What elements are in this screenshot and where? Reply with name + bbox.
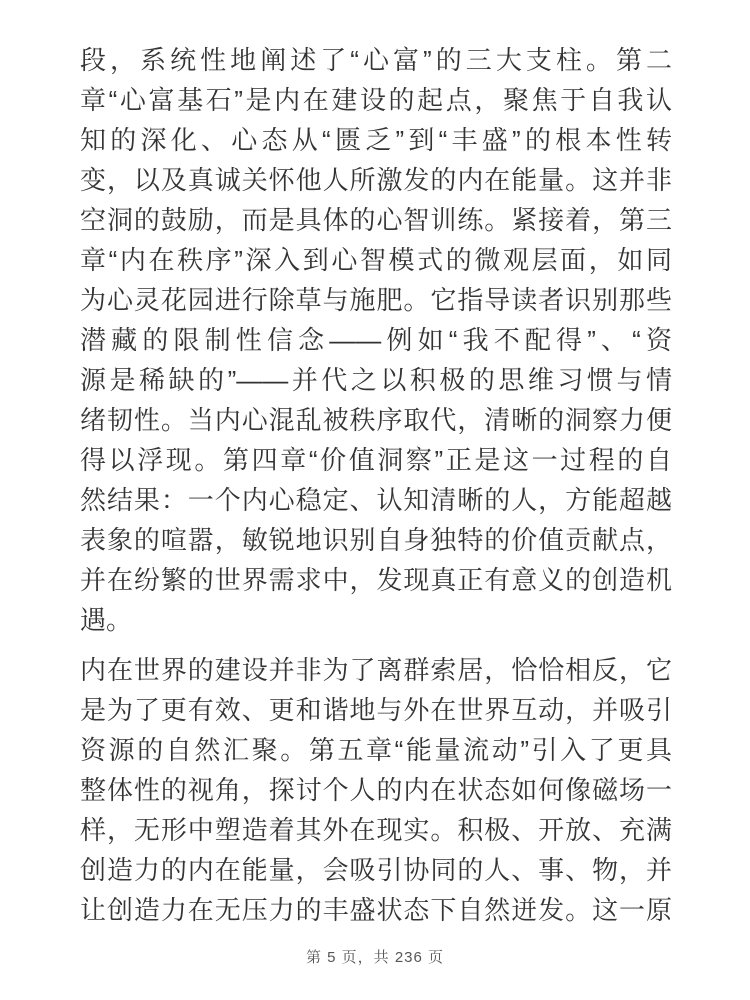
page-footer: 第 5 页，共 236 页 — [305, 949, 445, 966]
text-content — [80, 40, 672, 940]
text-line: 为心灵花园进行除草与施肥。它指导读者识别那些 — [80, 285, 672, 315]
text-line: 表象的喧嚣，敏锐地识别自身独特的价值贡献点， — [80, 525, 672, 555]
text-line: 得以浮现。第四章“价值洞察”正是这一过程的自 — [80, 445, 672, 475]
text-line: 整体性的视角，探讨个人的内在状态如何像磁场一 — [80, 775, 672, 805]
text-line: 空洞的鼓励，而是具体的心智训练。紧接着，第三 — [80, 205, 672, 235]
text-line: 并在纷繁的世界需求中，发现真正有意义的创造机 — [80, 565, 672, 595]
text-line: 内在世界的建设并非为了离群索居，恰恰相反，它 — [80, 655, 672, 685]
text-line: 样，无形中塑造着其外在现实。积极、开放、充满 — [80, 815, 672, 845]
text-line: 源是稀缺的”——并代之以积极的思维习惯与情 — [80, 365, 672, 395]
text-line: 变，以及真诚关怀他人所激发的内在能量。这并非 — [80, 165, 672, 195]
text-line: 章“内在秩序”深入到心智模式的微观层面，如同 — [80, 245, 672, 275]
paragraph — [80, 40, 672, 640]
text-line: 潜藏的限制性信念——例如“我不配得”、“资 — [80, 325, 672, 355]
text-line: 绪韧性。当内心混乱被秩序取代，清晰的洞察力便 — [80, 405, 672, 435]
text-line: 然结果：一个内心稳定、认知清晰的人，方能超越 — [80, 485, 672, 515]
text-line: 知的深化、心态从“匮乏”到“丰盛”的根本性转 — [80, 125, 672, 155]
text-line: 创造力的内在能量，会吸引协同的人、事、物，并 — [80, 855, 672, 885]
text-line: 让创造力在无压力的丰盛状态下自然迸发。这一原 — [80, 895, 672, 925]
text-line: 章“心富基石”是内在建设的起点，聚焦于自我认 — [80, 85, 672, 115]
text-line: 是为了更有效、更和谐地与外在世界互动，并吸引 — [80, 695, 672, 725]
text-line: 段，系统性地阐述了“心富”的三大支柱。第二 — [80, 45, 672, 75]
text-line: 资源的自然汇聚。第五章“能量流动”引入了更具 — [80, 735, 672, 765]
paragraph — [80, 650, 672, 930]
text-line: 遇。 — [80, 605, 133, 635]
